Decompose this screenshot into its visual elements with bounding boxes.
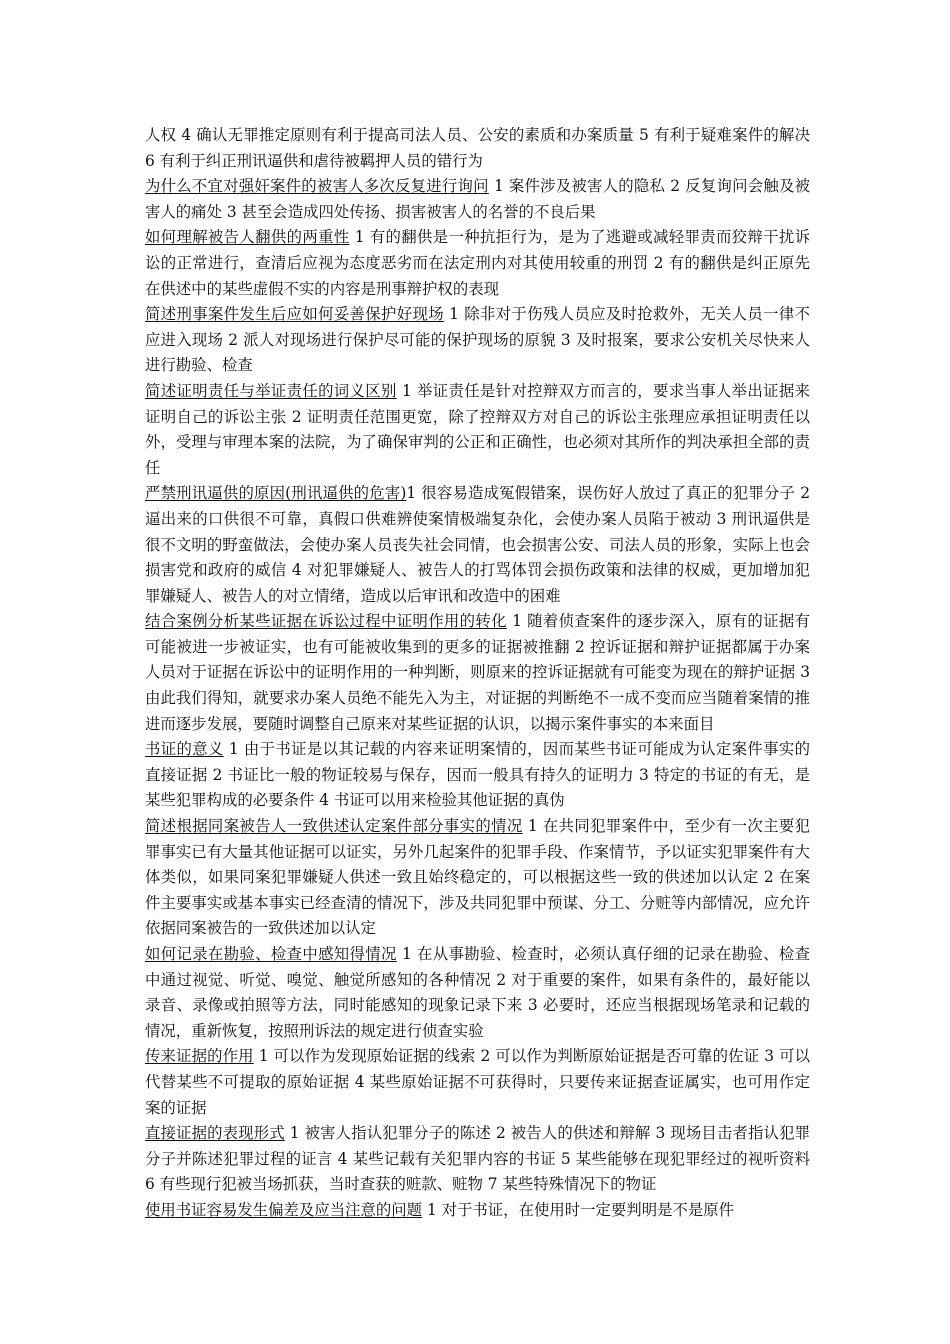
qa-entry-6 xyxy=(145,609,810,737)
answer-text: 1 可以作为发现原始证据的线索 2 可以作为判断原始证据是否可靠的佐证 3 可以代替某些不可提取的原始证据 4 某些原始证据不可获得时，只要传来证据查证属实，也可用作定案的证据 xyxy=(145,1047,810,1117)
answer-text: 1 案件涉及被害人的隐私 2 反复询问会触及被害人的痛处 3 甚至会造成四处传扬、损害被害人的名誉的不良后果 xyxy=(145,177,810,221)
qa-entry-2 xyxy=(145,225,810,302)
qa-entry-1 xyxy=(145,174,810,225)
qa-entry-8 xyxy=(145,814,810,942)
answer-text: 1 由于书证是以其记载的内容来证明案情的，因而某些书证可能成为认定案件事实的直接证据 2 书证比一般的物证较易与保存，因而一般具有持久的证明力 3 特定的书证的有无，是某些犯罪构成的必要条件 4 书证可以用来检验其他证据的真伪 xyxy=(145,740,810,810)
intro-paragraph: 人权 4 确认无罪推定原则有利于提高司法人员、公安的素质和办案质量 5 有利于疑难案件的解决 6 有利于纠正刑讯逼供和虐待被羁押人员的错行为 xyxy=(145,126,810,170)
qa-entry-4 xyxy=(145,379,810,481)
question-heading: 严禁刑讯逼供的原因(刑讯逼供的危害) xyxy=(145,484,407,503)
answer-text: 1 在共同犯罪案件中，至少有一次主要犯罪事实已有大量其他证据可以证实，另外几起案件的犯罪手段、作案情节，予以证实犯罪案件有大体类似，如果同案犯罪嫌疑人供述一致且始终稳定的，可以根据这些一致的供述加以认定 2 在案件主要事实或基本事实已经查清的情况下，涉及共同犯罪中预谋、分工、分赃等内部情况，应允许依据同案被告的一致供述加以认定 xyxy=(145,817,810,938)
qa-entry-5 xyxy=(145,481,810,609)
qa-entry-10 xyxy=(145,1044,810,1121)
answer-text: 1 有的翻供是一种抗拒行为，是为了逃避或减轻罪责而狡辩干扰诉讼的正常进行，查清后应视为态度恶劣而在法定刑内对其使用较重的刑罚 2 有的翻供是纠正原先在供述中的某些虚假不实的内容是刑事辩护权的表现 xyxy=(145,228,810,298)
qa-entry-11 xyxy=(145,1121,810,1198)
qa-entry-7 xyxy=(145,737,810,814)
question-heading: 结合案例分析某些证据在诉讼过程中证明作用的转化 xyxy=(145,612,507,631)
question-heading: 如何理解被告人翻供的两重性 xyxy=(145,228,350,247)
qa-entry-3 xyxy=(145,302,810,379)
answer-text: 1 在从事勘验、检查时，必须认真仔细的记录在勘验、检查中通过视觉、听觉、嗅觉、触觉所感知的各种情况 2 对于重要的案件，如果有条件的，最好能以录音、录像或拍照等方法，同时能感知的现象记录下来 3 必要时，还应当根据现场笔录和记载的情况，重新恢复，按照刑诉法的规定进行侦查实验 xyxy=(145,945,810,1040)
question-heading: 书证的意义 xyxy=(145,740,224,759)
answer-text: 1 被害人指认犯罪分子的陈述 2 被告人的供述和辩解 3 现场目击者指认犯罪分子并陈述犯罪过程的证言 4 某些记载有关犯罪内容的书证 5 某些能够在现犯罪经过的视听资料 6 有些现行犯被当场抓获，当时查获的赃款、赃物 7 某些特殊情况下的物证 xyxy=(145,1124,810,1194)
question-heading: 简述根据同案被告人一致供述认定案件部分事实的情况 xyxy=(145,817,523,836)
answer-text: 1 除非对于伤残人员应及时抢救外，无关人员一律不应进入现场 2 派人对现场进行保护尽可能的保护现场的原貌 3 及时报案，要求公安机关尽快来人进行勘验、检查 xyxy=(145,305,810,375)
answer-text: 1 随着侦查案件的逐步深入，原有的证据有可能被进一步被证实，也有可能被收集到的更多的证据被推翻 2 控诉证据和辩护证据都属于办案人员对于证据在诉讼中的证明作用的一种判断，则原来的控诉证据就有可能变为现在的辩护证据 3 由此我们得知，就要求办案人员绝不能先入为主，对证据的判断绝不一成不变而应当随着案情的推进而逐步发展，要随时调整自己原来对某些证据的认识，以揭示案件事实的本来面目 xyxy=(145,612,810,733)
question-heading: 使用书证容易发生偏差及应当注意的问题 xyxy=(145,1200,423,1219)
document-body xyxy=(145,123,810,1224)
question-heading: 传来证据的作用 xyxy=(145,1047,254,1066)
qa-entry-12 xyxy=(145,1198,810,1224)
question-heading: 为什么不宜对强奸案件的被害人多次反复进行询问 xyxy=(145,177,489,196)
qa-entry-9 xyxy=(145,942,810,1044)
answer-text: 1 举证责任是针对控辩双方而言的，要求当事人举出证据来证明自己的诉讼主张 2 证明责任范围更宽，除了控辩双方对自己的诉讼主张理应承担证明责任以外，受理与审理本案的法院，为了确保审判的公正和正确性，也必须对其所作的判决承担全部的责任 xyxy=(145,381,810,477)
question-heading: 简述证明责任与举证责任的词义区别 xyxy=(145,381,397,400)
question-heading: 直接证据的表现形式 xyxy=(145,1124,285,1143)
answer-text: 1 对于书证，在使用时一定要判明是不是原件 xyxy=(422,1200,735,1219)
question-heading: 如何记录在勘验、检查中感知得情况 xyxy=(145,945,397,963)
question-heading: 简述刑事案件发生后应如何妥善保护好现场 xyxy=(145,305,444,324)
answer-text: 1 很容易造成冤假错案，误伤好人放过了真正的犯罪分子 2 逼出来的口供很不可靠，真假口供难辨使案情极端复杂化，会使办案人员陷于被动 3 刑讯逼供是很不文明的野蛮做法，会使办案人员丧失社会同情，也会损害公安、司法人员的形象，实际上也会损害党和政府的威信 4 对犯罪嫌疑人、被告人的打骂体罚会损伤政策和法律的权威，更加增加犯罪嫌疑人、被告人的对立情绪，造成以后审讯和改造中的困难 xyxy=(145,484,810,605)
